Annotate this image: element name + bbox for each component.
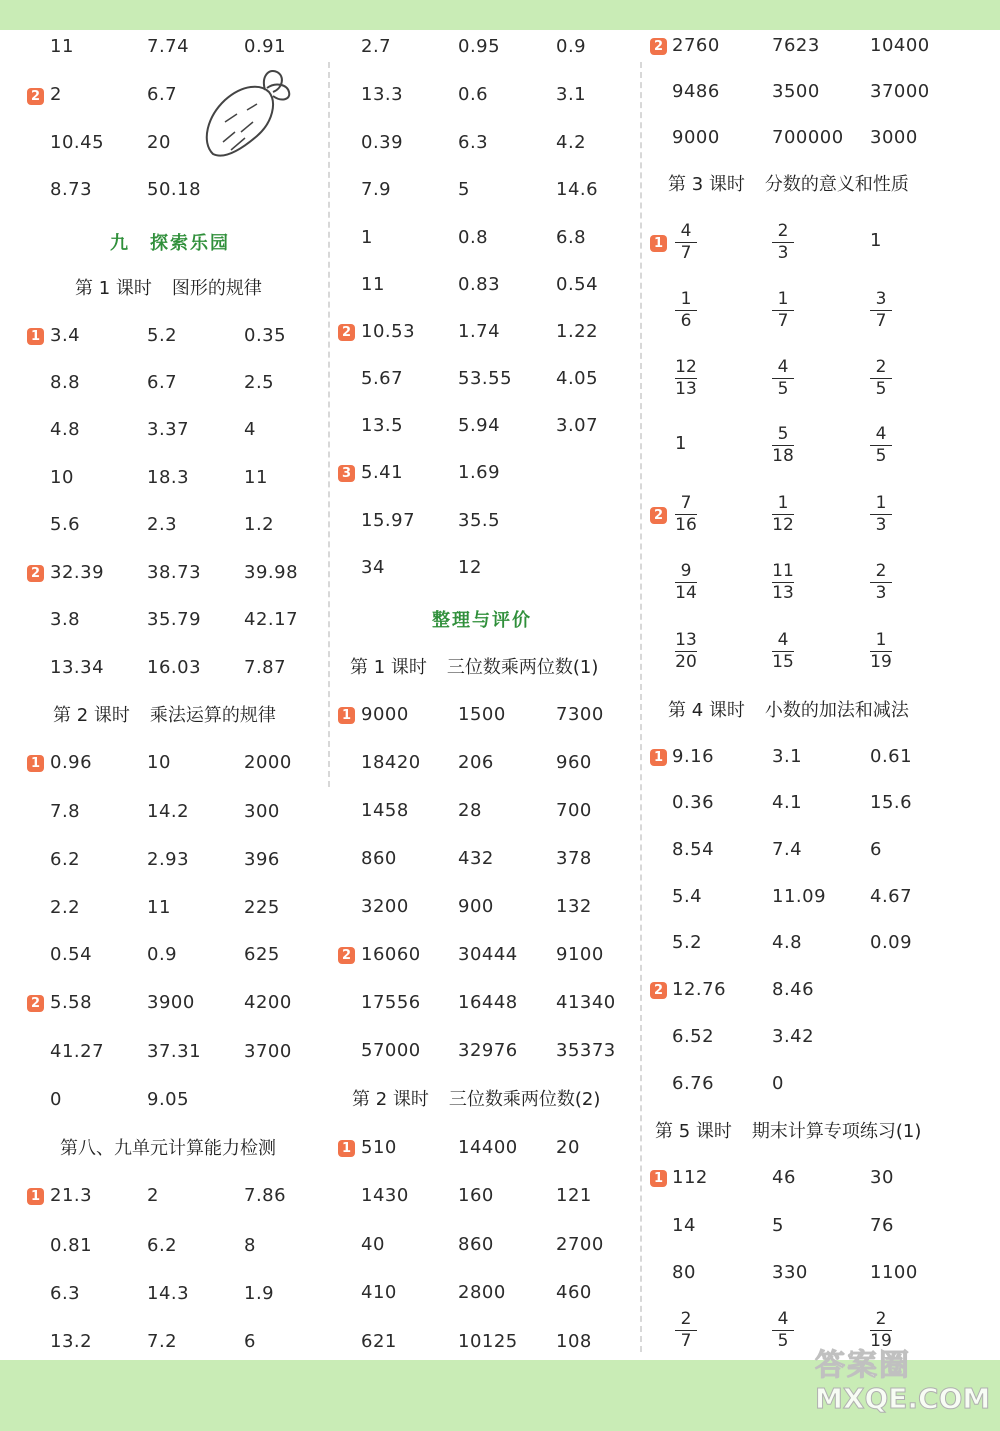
numerator: 7 (680, 493, 692, 513)
answer-value: 10.45 (50, 132, 105, 153)
question-number-badge: 1 (338, 707, 355, 724)
answer-value: 50.18 (147, 179, 202, 200)
answer-value: 4 (244, 419, 256, 440)
numerator: 4 (777, 630, 789, 650)
fraction-answer (870, 562, 892, 603)
answer-value: 330 (772, 1262, 808, 1283)
answer-value: 7.9 (361, 179, 392, 200)
answer-value: 300 (244, 801, 280, 822)
fraction-answer (772, 222, 794, 263)
numerator: 4 (875, 424, 887, 444)
numerator: 2 (875, 357, 887, 377)
column-divider-1 (328, 62, 330, 787)
answer-value: 18.3 (147, 467, 190, 488)
answer-value: 3.42 (772, 1026, 815, 1047)
answer-value: 0.9 (556, 36, 587, 57)
answer-value: 9000 (672, 127, 720, 148)
answer-value: 20 (556, 1137, 580, 1158)
answer-value: 160 (458, 1185, 494, 1206)
answer-value: 12.76 (672, 979, 727, 1000)
answer-value: 5.4 (672, 886, 703, 907)
answer-value: 5 (458, 179, 470, 200)
answer-value: 10400 (870, 35, 930, 56)
answer-value: 10.53 (361, 321, 416, 342)
watermark-en: MXQE.COM (815, 1382, 991, 1415)
numerator: 2 (875, 561, 887, 581)
answer-value: 30 (870, 1167, 894, 1188)
answer-value: 0.54 (556, 274, 599, 295)
question-number-badge: 3 (338, 465, 355, 482)
answer-value: 3000 (870, 127, 918, 148)
answer-value: 12 (458, 557, 482, 578)
question-number-badge: 2 (650, 38, 667, 55)
lesson-number: 第 4 课时 (668, 700, 745, 721)
fraction-answer (675, 631, 697, 672)
answer-value: 35.5 (458, 510, 501, 531)
column-divider-2 (640, 62, 642, 1352)
answer-value: 0.36 (672, 792, 715, 813)
answer-value: 0.09 (870, 932, 913, 953)
answer-value: 11.09 (772, 886, 827, 907)
denominator: 13 (675, 379, 697, 399)
answer-value: 2 (50, 84, 62, 105)
answer-value: 0.95 (458, 36, 501, 57)
answer-value: 7.8 (50, 801, 81, 822)
lesson-heading (75, 278, 262, 300)
answer-value: 0 (50, 1089, 62, 1110)
answer-value: 11 (361, 274, 385, 295)
denominator: 16 (675, 515, 697, 535)
answer-value: 9486 (672, 81, 720, 102)
answer-value: 700000 (772, 127, 844, 148)
answer-value: 121 (556, 1185, 592, 1206)
question-number-badge: 2 (650, 507, 667, 524)
lesson-number: 第 1 课时 (75, 278, 152, 299)
answer-value: 5.41 (361, 462, 404, 483)
question-number-badge: 1 (338, 1140, 355, 1157)
answer-value: 625 (244, 944, 280, 965)
answer-value: 18420 (361, 752, 421, 773)
answer-value: 5.67 (361, 368, 404, 389)
answer-value: 2.3 (147, 514, 178, 535)
denominator: 18 (772, 446, 794, 466)
question-number-badge: 2 (27, 88, 44, 105)
answer-value: 0.35 (244, 325, 287, 346)
answer-value: 4200 (244, 992, 292, 1013)
numerator: 9 (680, 561, 692, 581)
fraction-answer (772, 631, 794, 672)
question-number-badge: 1 (650, 749, 667, 766)
answer-value: 5.58 (50, 992, 93, 1013)
answer-value: 225 (244, 897, 280, 918)
answer-value: 6.7 (147, 372, 178, 393)
denominator: 13 (772, 583, 794, 603)
answer-value: 460 (556, 1282, 592, 1303)
answer-value: 2800 (458, 1282, 506, 1303)
answer-value: 6.2 (147, 1235, 178, 1256)
answer-value: 14.3 (147, 1283, 190, 1304)
fraction-answer (870, 290, 892, 331)
answer-value: 378 (556, 848, 592, 869)
lesson-number: 第 2 课时 (53, 705, 130, 726)
fraction-answer (772, 358, 794, 399)
answer-value: 132 (556, 896, 592, 917)
answer-value: 3700 (244, 1041, 292, 1062)
answer-value: 13.5 (361, 415, 404, 436)
answer-value: 46 (772, 1167, 796, 1188)
answer-value: 4.67 (870, 886, 913, 907)
answer-value: 13.2 (50, 1331, 93, 1352)
answer-value: 3.4 (50, 325, 81, 346)
denominator: 5 (875, 379, 887, 399)
answer-value: 700 (556, 800, 592, 821)
answer-value: 0.39 (361, 132, 404, 153)
answer-value: 57000 (361, 1040, 421, 1061)
numerator: 4 (777, 357, 789, 377)
answer-value: 76 (870, 1215, 894, 1236)
answer-value: 900 (458, 896, 494, 917)
answer-value: 37000 (870, 81, 930, 102)
answer-value: 3.8 (50, 609, 81, 630)
denominator: 6 (680, 311, 692, 331)
answer-value: 16.03 (147, 657, 202, 678)
answer-value: 7.87 (244, 657, 287, 678)
answer-value: 2.5 (244, 372, 275, 393)
answer-value: 4.05 (556, 368, 599, 389)
numerator: 1 (680, 289, 692, 309)
answer-value: 7623 (772, 35, 820, 56)
answer-value: 1 (675, 433, 687, 454)
answer-value: 10125 (458, 1331, 518, 1352)
denominator: 7 (680, 243, 692, 263)
denominator: 3 (777, 243, 789, 263)
denominator: 15 (772, 652, 794, 672)
answer-value: 15.6 (870, 792, 913, 813)
answer-value: 32.39 (50, 562, 105, 583)
answer-value: 1 (870, 230, 882, 251)
answer-value: 41340 (556, 992, 616, 1013)
denominator: 7 (680, 1331, 692, 1351)
lesson-heading (668, 700, 909, 722)
unit-title: 整理与评价 (432, 610, 532, 631)
denominator: 20 (675, 652, 697, 672)
fraction-answer (870, 631, 892, 672)
lesson-heading (655, 1121, 921, 1143)
denominator: 19 (870, 652, 892, 672)
answer-value: 9000 (361, 704, 409, 725)
numerator: 5 (777, 424, 789, 444)
lesson-topic: 小数的加法和减法 (764, 700, 909, 721)
answer-value: 0.8 (458, 227, 489, 248)
lesson-number: 第八、九单元计算能力检测 (60, 1138, 276, 1159)
answer-value: 6.3 (50, 1283, 81, 1304)
answer-value: 3.1 (556, 84, 587, 105)
answer-value: 5.2 (672, 932, 703, 953)
answer-value: 1430 (361, 1185, 409, 1206)
answer-value: 2760 (672, 35, 720, 56)
question-number-badge: 1 (650, 1170, 667, 1187)
answer-value: 1458 (361, 800, 409, 821)
denominator: 5 (777, 1331, 789, 1351)
lesson-topic: 图形的规律 (171, 278, 262, 299)
answer-value: 14.2 (147, 801, 190, 822)
answer-value: 9100 (556, 944, 604, 965)
answer-value: 0.54 (50, 944, 93, 965)
answer-value: 16060 (361, 944, 421, 965)
fraction-answer (870, 425, 892, 466)
fraction-answer (870, 494, 892, 535)
lesson-number: 第 2 课时 (352, 1089, 429, 1110)
question-number-badge: 1 (650, 235, 667, 252)
fraction-answer (772, 562, 794, 603)
answer-value: 0 (772, 1073, 784, 1094)
answer-value: 34 (361, 557, 385, 578)
numerator: 1 (875, 630, 887, 650)
lesson-heading (668, 174, 909, 196)
answer-value: 14.6 (556, 179, 599, 200)
denominator: 3 (875, 515, 887, 535)
answer-value: 860 (458, 1234, 494, 1255)
question-number-badge: 2 (27, 995, 44, 1012)
answer-value: 1.2 (244, 514, 275, 535)
answer-value: 6 (244, 1331, 256, 1352)
denominator: 3 (875, 583, 887, 603)
answer-value: 3200 (361, 896, 409, 917)
answer-value: 35373 (556, 1040, 616, 1061)
answer-value: 0.96 (50, 752, 93, 773)
answer-value: 2.93 (147, 849, 190, 870)
numerator: 4 (680, 221, 692, 241)
answer-value: 53.55 (458, 368, 513, 389)
answer-value: 10 (50, 467, 74, 488)
answer-value: 7.74 (147, 36, 190, 57)
answer-value: 6.3 (458, 132, 489, 153)
answer-value: 28 (458, 800, 482, 821)
lesson-number: 第 5 课时 (655, 1121, 732, 1142)
question-number-badge: 1 (27, 755, 44, 772)
answer-value: 6.7 (147, 84, 178, 105)
answer-value: 39.98 (244, 562, 299, 583)
answer-value: 15.97 (361, 510, 416, 531)
answer-value: 11 (50, 36, 74, 57)
answer-value: 6.76 (672, 1073, 715, 1094)
answer-value: 4.8 (50, 419, 81, 440)
carrot-illustration (195, 62, 295, 167)
answer-value: 14400 (458, 1137, 518, 1158)
denominator: 7 (875, 311, 887, 331)
answer-value: 5.94 (458, 415, 501, 436)
answer-value: 1.74 (458, 321, 501, 342)
answer-value: 410 (361, 1282, 397, 1303)
answer-value: 1.69 (458, 462, 501, 483)
answer-value: 21.3 (50, 1185, 93, 1206)
answer-value: 20 (147, 132, 171, 153)
watermark (815, 1340, 990, 1415)
numerator: 1 (777, 289, 789, 309)
fraction-answer (772, 290, 794, 331)
numerator: 2 (875, 1309, 887, 1329)
answer-value: 8.54 (672, 839, 715, 860)
answer-value: 7.2 (147, 1331, 178, 1352)
lesson-heading (53, 705, 276, 727)
answer-value: 0.61 (870, 746, 913, 767)
answer-value: 6.52 (672, 1026, 715, 1047)
lesson-topic: 三位数乘两位数(2) (448, 1089, 601, 1110)
answer-value: 1500 (458, 704, 506, 725)
answer-value: 5 (772, 1215, 784, 1236)
answer-value: 38.73 (147, 562, 202, 583)
answer-value: 13.34 (50, 657, 105, 678)
answer-value: 860 (361, 848, 397, 869)
fraction-answer (675, 358, 697, 399)
answer-value: 9.16 (672, 746, 715, 767)
answer-value: 6.8 (556, 227, 587, 248)
answer-value: 42.17 (244, 609, 299, 630)
answer-value: 1 (361, 227, 373, 248)
answer-value: 3900 (147, 992, 195, 1013)
denominator: 19 (870, 1331, 892, 1351)
unit-title: 九 探索乐园 (110, 233, 230, 254)
numerator: 11 (772, 561, 794, 581)
fraction-answer (675, 222, 697, 263)
numerator: 3 (875, 289, 887, 309)
denominator: 5 (777, 379, 789, 399)
answer-value: 2000 (244, 752, 292, 773)
denominator: 12 (772, 515, 794, 535)
answer-value: 6 (870, 839, 882, 860)
fraction-answer (675, 494, 697, 535)
answer-value: 16448 (458, 992, 518, 1013)
answer-value: 7300 (556, 704, 604, 725)
fraction-answer (675, 1310, 697, 1351)
answer-value: 3.1 (772, 746, 803, 767)
numerator: 2 (680, 1309, 692, 1329)
answer-value: 8.73 (50, 179, 93, 200)
answer-value: 510 (361, 1137, 397, 1158)
answer-value: 17556 (361, 992, 421, 1013)
answer-value: 32976 (458, 1040, 518, 1061)
answer-value: 13.3 (361, 84, 404, 105)
answer-value: 35.79 (147, 609, 202, 630)
numerator: 1 (875, 493, 887, 513)
answer-value: 8 (244, 1235, 256, 1256)
answer-value: 2 (147, 1185, 159, 1206)
answer-value: 4.2 (556, 132, 587, 153)
answer-value: 7.4 (772, 839, 803, 860)
answer-value: 3500 (772, 81, 820, 102)
numerator: 1 (777, 493, 789, 513)
answer-value: 0.83 (458, 274, 501, 295)
answer-value: 0.6 (458, 84, 489, 105)
answer-value: 1.9 (244, 1283, 275, 1304)
answer-value: 41.27 (50, 1041, 105, 1062)
answer-value: 8.46 (772, 979, 815, 1000)
numerator: 4 (777, 1309, 789, 1329)
fraction-answer (772, 1310, 794, 1351)
answer-value: 10 (147, 752, 171, 773)
answer-value: 5.2 (147, 325, 178, 346)
lesson-number: 第 1 课时 (350, 657, 427, 678)
answer-value: 2.7 (361, 36, 392, 57)
numerator: 12 (675, 357, 697, 377)
question-number-badge: 2 (650, 982, 667, 999)
lesson-topic: 三位数乘两位数(1) (446, 657, 599, 678)
answer-value: 0.81 (50, 1235, 93, 1256)
answer-value: 7.86 (244, 1185, 287, 1206)
answer-value: 0.91 (244, 36, 287, 57)
answer-value: 1.22 (556, 321, 599, 342)
lesson-topic: 分数的意义和性质 (764, 174, 909, 195)
lesson-topic: 期末计算专项练习(1) (751, 1121, 922, 1142)
fraction-answer (675, 562, 697, 603)
numerator: 2 (777, 221, 789, 241)
answer-value: 6.2 (50, 849, 81, 870)
question-number-badge: 2 (27, 565, 44, 582)
answer-value: 80 (672, 1262, 696, 1283)
answer-value: 14 (672, 1215, 696, 1236)
answer-value: 3.07 (556, 415, 599, 436)
answer-value: 5.6 (50, 514, 81, 535)
answer-value: 4.1 (772, 792, 803, 813)
answer-value: 432 (458, 848, 494, 869)
answer-value: 30444 (458, 944, 518, 965)
lesson-topic: 乘法运算的规律 (149, 705, 276, 726)
answer-value: 206 (458, 752, 494, 773)
lesson-heading (352, 1089, 600, 1111)
fraction-answer (772, 494, 794, 535)
fraction-answer (772, 425, 794, 466)
fraction-answer (870, 1310, 892, 1351)
answer-value: 37.31 (147, 1041, 202, 1062)
lesson-heading (350, 657, 598, 679)
fraction-answer (675, 290, 697, 331)
answer-value: 2700 (556, 1234, 604, 1255)
numerator: 13 (675, 630, 697, 650)
answer-value: 40 (361, 1234, 385, 1255)
answer-value: 1100 (870, 1262, 918, 1283)
answer-value: 11 (147, 897, 171, 918)
denominator: 5 (875, 446, 887, 466)
answer-value: 3.37 (147, 419, 190, 440)
answer-value: 2.2 (50, 897, 81, 918)
denominator: 14 (675, 583, 697, 603)
lesson-number: 第 3 课时 (668, 174, 745, 195)
question-number-badge: 2 (338, 947, 355, 964)
top-band (0, 0, 1000, 30)
lesson-heading (60, 1138, 276, 1160)
answer-value: 4.8 (772, 932, 803, 953)
answer-value: 112 (672, 1167, 708, 1188)
answer-value: 621 (361, 1331, 397, 1352)
answer-value: 11 (244, 467, 268, 488)
question-number-badge: 2 (338, 324, 355, 341)
question-number-badge: 1 (27, 328, 44, 345)
answer-value: 960 (556, 752, 592, 773)
question-number-badge: 1 (27, 1188, 44, 1205)
watermark-cn: 答案圈 (815, 1348, 911, 1383)
answer-value: 108 (556, 1331, 592, 1352)
fraction-answer (870, 358, 892, 399)
answer-value: 396 (244, 849, 280, 870)
answer-value: 9.05 (147, 1089, 190, 1110)
answer-value: 0.9 (147, 944, 178, 965)
answer-value: 8.8 (50, 372, 81, 393)
denominator: 7 (777, 311, 789, 331)
